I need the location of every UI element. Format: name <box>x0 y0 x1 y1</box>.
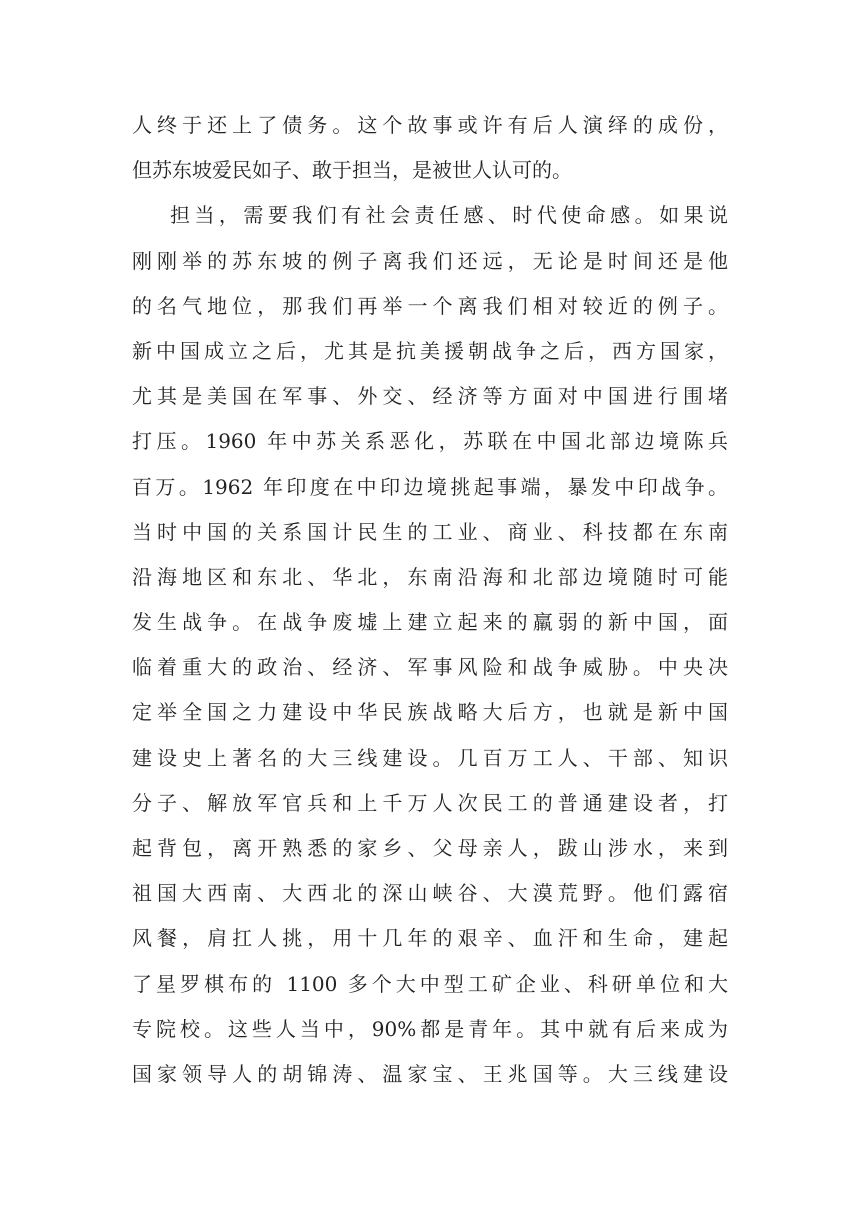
text-line: 人终于还上了债务。这个故事或许有后人演绎的成份， <box>132 113 728 137</box>
text-line: 起背包，离开熟悉的家乡、父母亲人，跋山涉水，来到 <box>132 836 728 860</box>
text-line: 尤其是美国在军事、外交、经济等方面对中国进行围堵 <box>132 384 728 409</box>
text-line: 国家领导人的胡锦涛、温家宝、王兆国等。大三线建设 <box>132 1061 728 1086</box>
text-line: 定举全国之力建设中华民族战略大后方，也就是新中国 <box>132 700 728 725</box>
text-line: 发生战争。在战争废墟上建立起来的羸弱的新中国，面 <box>132 610 728 635</box>
text-line: 当时中国的关系国计民生的工业、商业、科技都在东南 <box>132 519 728 544</box>
text-line: 百万。1962 年印度在中印边境挑起事端，暴发中印战争。 <box>132 474 728 499</box>
text-line: 临着重大的政治、经济、军事风险和战争威胁。中央决 <box>132 655 728 680</box>
text-line: 分子、解放军官兵和上千万人次民工的普通建设者，打 <box>132 790 728 815</box>
text-line: 新中国成立之后，尤其是抗美援朝战争之后，西方国家， <box>132 338 728 363</box>
text-line: 的名气地位，那我们再举一个离我们相对较近的例子。 <box>132 293 728 318</box>
text-line: 但苏东坡爱民如子、敢于担当，是被世人认可的。 <box>132 158 572 183</box>
body-text <box>132 103 728 1097</box>
text-line: 专院校。这些人当中，90%都是青年。其中就有后来成为 <box>132 1016 728 1041</box>
text-line: 打压。1960 年中苏关系恶化，苏联在中国北部边境陈兵 <box>132 429 728 454</box>
text-line: 了星罗棋布的 1100 多个大中型工矿企业、科研单位和大 <box>132 971 728 996</box>
text-line: 沿海地区和东北、华北，东南沿海和北部边境随时可能 <box>132 564 728 589</box>
text-line: 刚刚举的苏东坡的例子离我们还远，无论是时间还是他 <box>132 248 728 273</box>
text-line: 担当，需要我们有社会责任感、时代使命感。如果说 <box>170 203 728 228</box>
text-line: 风餐，肩扛人挑，用十几年的艰辛、血汗和生命，建起 <box>132 926 728 951</box>
text-line: 建设史上著名的大三线建设。几百万工人、干部、知识 <box>132 745 728 770</box>
text-line: 祖国大西南、大西北的深山峡谷、大漠荒野。他们露宿 <box>132 881 728 906</box>
